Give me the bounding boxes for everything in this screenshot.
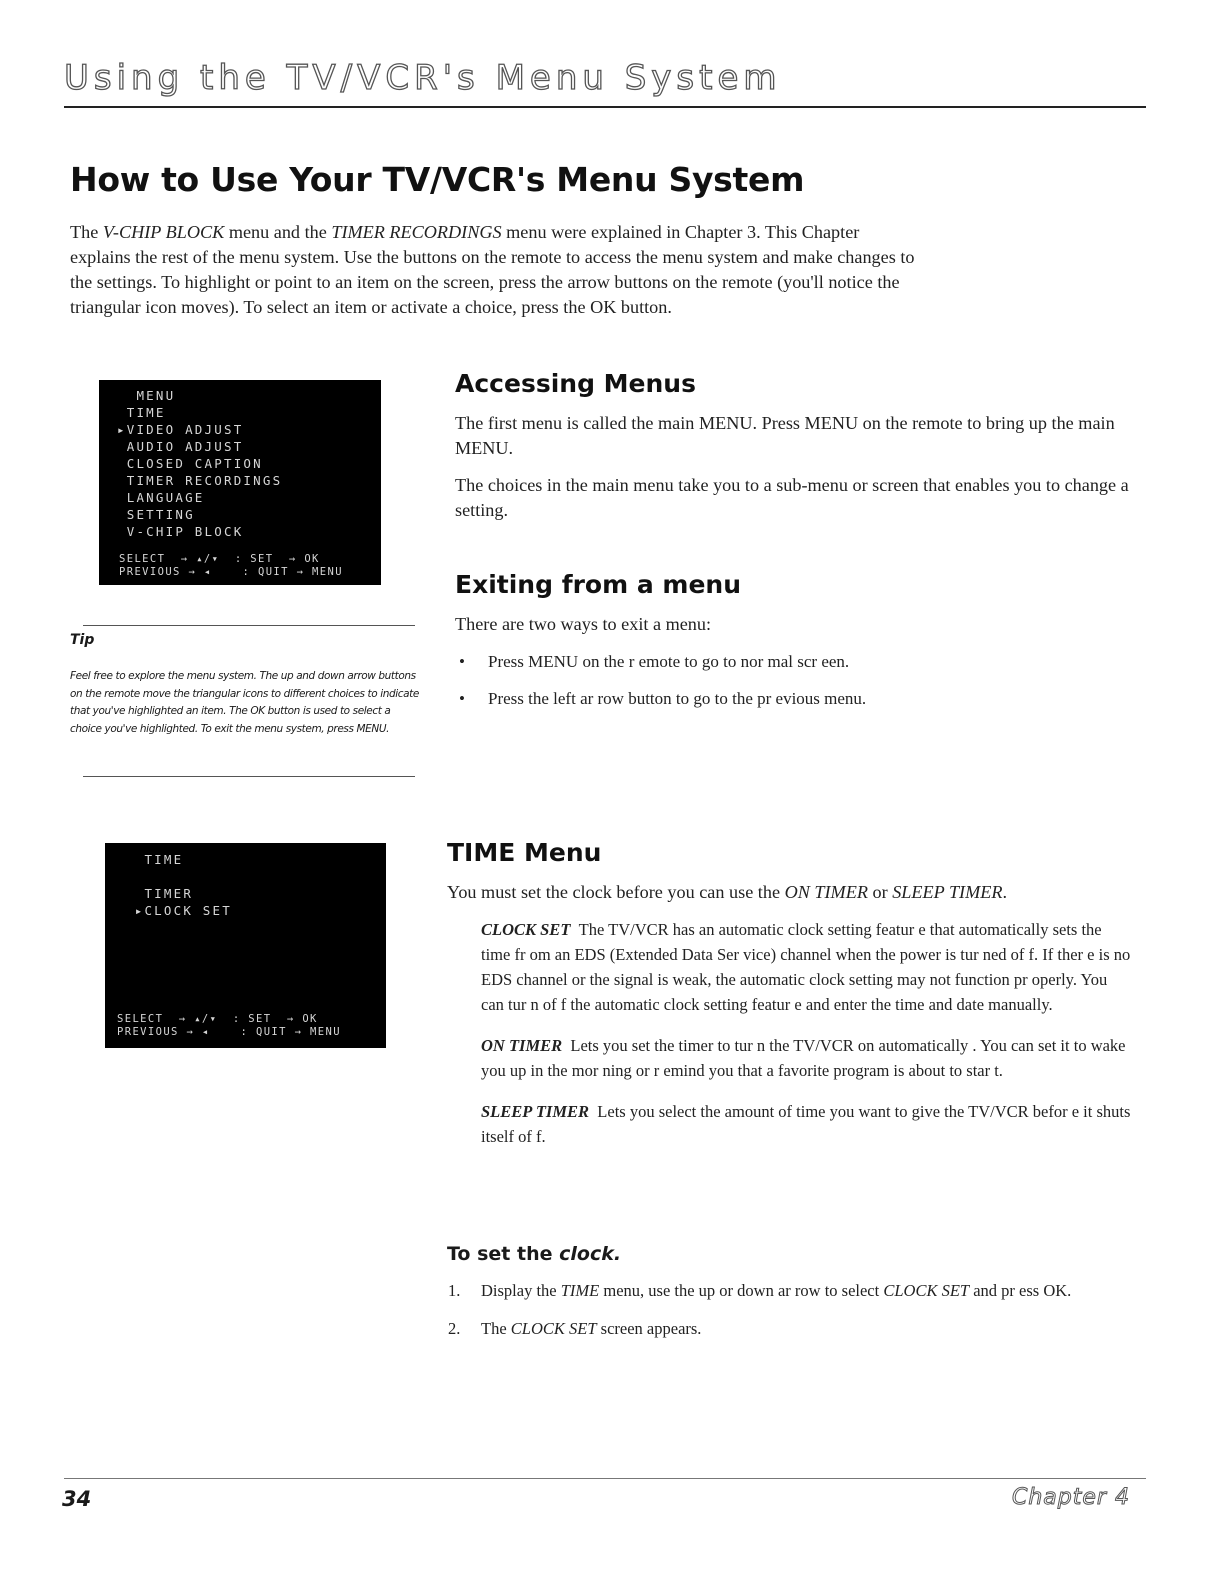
bullet-icon: • (459, 689, 465, 708)
intro-vchip-term: V-CHIP BLOCK (102, 222, 225, 242)
on-timer-ref: ON TIMER (784, 882, 868, 902)
sleep-timer-term: SLEEP TIMER (481, 1102, 590, 1121)
sleep-timer-text: Lets you select the amount of time you want to give the TV/VCR befor e it shuts itself of f. (481, 1102, 1131, 1146)
tip-text: Feel free to explore the menu system. The up and down arrow buttons on the remote move the triangular icons to different choices to indicate that you've highlighted an item. The OK button is used to select a choice you've highlighted. To exit the menu system, press MENU. (70, 670, 419, 735)
tip-title: Tip (70, 632, 95, 648)
accessing-menus-heading: Accessing Menus (455, 369, 696, 398)
bullet-icon: • (459, 652, 465, 671)
menu-screen-footer: SELECT → ▴/▾ : SET → OK (119, 553, 320, 565)
accessing-paragraph: The choices in the main menu take you to a sub-menu or screen that enables you to change a setting. (455, 475, 1129, 520)
exiting-menu-body (455, 612, 1145, 723)
menu-screen-line: V-CHIP BLOCK (117, 524, 244, 539)
time-screen-line: TIMER (125, 886, 194, 901)
step-text: screen appears. (596, 1319, 702, 1338)
time-screen-footer: SELECT → ▴/▾ : SET → OK (117, 1013, 318, 1025)
set-clock-heading-text: To set the (447, 1243, 560, 1265)
menu-screen-footer: PREVIOUS → ◂ : QUIT → MENU (119, 566, 343, 578)
on-timer-text: Lets you set the timer to tur n the TV/VCR on automatically . You can set it to wake you up in the mor ning or r emind you that a favorite program is about to star t. (481, 1036, 1126, 1080)
menu-screen-line: ▸VIDEO ADJUST (117, 422, 244, 437)
menu-screen-line: TIME (117, 405, 166, 420)
menu-screen-line: MENU (117, 388, 176, 403)
time-menu-heading: TIME Menu (447, 838, 602, 867)
footer-rule (64, 1478, 1146, 1479)
intro-text: The (70, 222, 103, 242)
bullet-text: Press MENU on the r emote to go to nor mal scr een. (488, 652, 850, 671)
clock-set-term: CLOCK SET (481, 920, 571, 939)
page-title: How to Use Your TV/VCR's Menu System (70, 160, 805, 199)
intro-text: menu and the (224, 222, 332, 242)
sleep-timer-ref: SLEEP TIMER (892, 882, 1003, 902)
menu-screen-line: AUDIO ADJUST (117, 439, 244, 454)
exiting-intro: There are two ways to exit a menu: (455, 614, 712, 634)
sleep-timer-description (481, 1099, 1133, 1149)
accessing-menus-body (455, 411, 1145, 523)
page-number: 34 (62, 1487, 92, 1511)
on-timer-description (481, 1033, 1133, 1083)
time-intro-text: . (1002, 882, 1008, 902)
intro-timer-term: TIMER RECORDINGS (331, 222, 502, 242)
menu-screen-line: SETTING (117, 507, 195, 522)
step-term: CLOCK SET (883, 1281, 970, 1300)
time-screen-line: TIME (125, 852, 184, 867)
time-menu-screenshot (105, 843, 386, 1048)
list-item (448, 1316, 1138, 1341)
bullet-text: Press the left ar row button to go to the pr evious menu. (488, 689, 867, 708)
time-menu-items (481, 917, 1133, 1165)
tip-top-rule (83, 625, 415, 626)
step-number: 2. (448, 1319, 461, 1338)
header-rule (64, 106, 1146, 108)
intro-text: menu were explained in Chapter 3. This Chapter explains the rest of the menu system. Use the buttons on the remote to access the menu system and make changes to the settings. To highlight or point to an item on the screen, press the arrow buttons on the remote (you'll notice the triangular icon moves). To select an item or activate a choice, press the OK button. (70, 222, 915, 317)
time-screen-footer: PREVIOUS → ◂ : QUIT → MENU (117, 1026, 341, 1038)
set-clock-heading-italic: clock. (559, 1243, 622, 1265)
step-term: TIME (560, 1281, 600, 1300)
step-number: 1. (448, 1281, 461, 1300)
list-item (448, 1278, 1138, 1303)
list-item (455, 686, 1145, 711)
set-clock-heading (447, 1243, 621, 1265)
clock-set-text: The TV/VCR has an automatic clock setting featur e that automatically sets the time fr om an EDS (Extended Data Ser vice) channel when the power is tur ned of f. If ther e is no EDS channel or the signal is weak, the automatic clock setting may not function pr operly. You can tur n of f the automatic clock setting featur e and enter the time and date manually. (481, 920, 1131, 1014)
step-text: and pr ess OK. (969, 1281, 1072, 1300)
menu-screen-line: LANGUAGE (117, 490, 205, 505)
running-header: Using the TV/VCR's Menu System (64, 58, 782, 98)
on-timer-term: ON TIMER (481, 1036, 563, 1055)
step-text: Display the (481, 1281, 561, 1300)
time-intro-text: or (867, 882, 893, 902)
chapter-label: Chapter 4 (1012, 1485, 1130, 1510)
intro-paragraph (70, 220, 920, 320)
set-clock-steps (448, 1278, 1138, 1354)
time-menu-intro (447, 880, 1147, 905)
exiting-menu-heading: Exiting from a menu (455, 570, 741, 599)
menu-screen-line: TIMER RECORDINGS (117, 473, 283, 488)
step-text: The (481, 1319, 511, 1338)
clock-set-description (481, 917, 1133, 1017)
time-intro-text: You must set the clock before you can use the (447, 882, 785, 902)
time-screen-line: ▸CLOCK SET (125, 903, 232, 918)
list-item (455, 649, 1145, 674)
tip-bottom-rule (83, 776, 415, 777)
step-term: CLOCK SET (510, 1319, 597, 1338)
main-menu-screenshot (99, 380, 381, 585)
accessing-paragraph: The first menu is called the main MENU. Press MENU on the remote to bring up the main MENU. (455, 413, 1115, 458)
menu-screen-line: CLOSED CAPTION (117, 456, 263, 471)
step-text: menu, use the up or down ar row to select (599, 1281, 884, 1300)
